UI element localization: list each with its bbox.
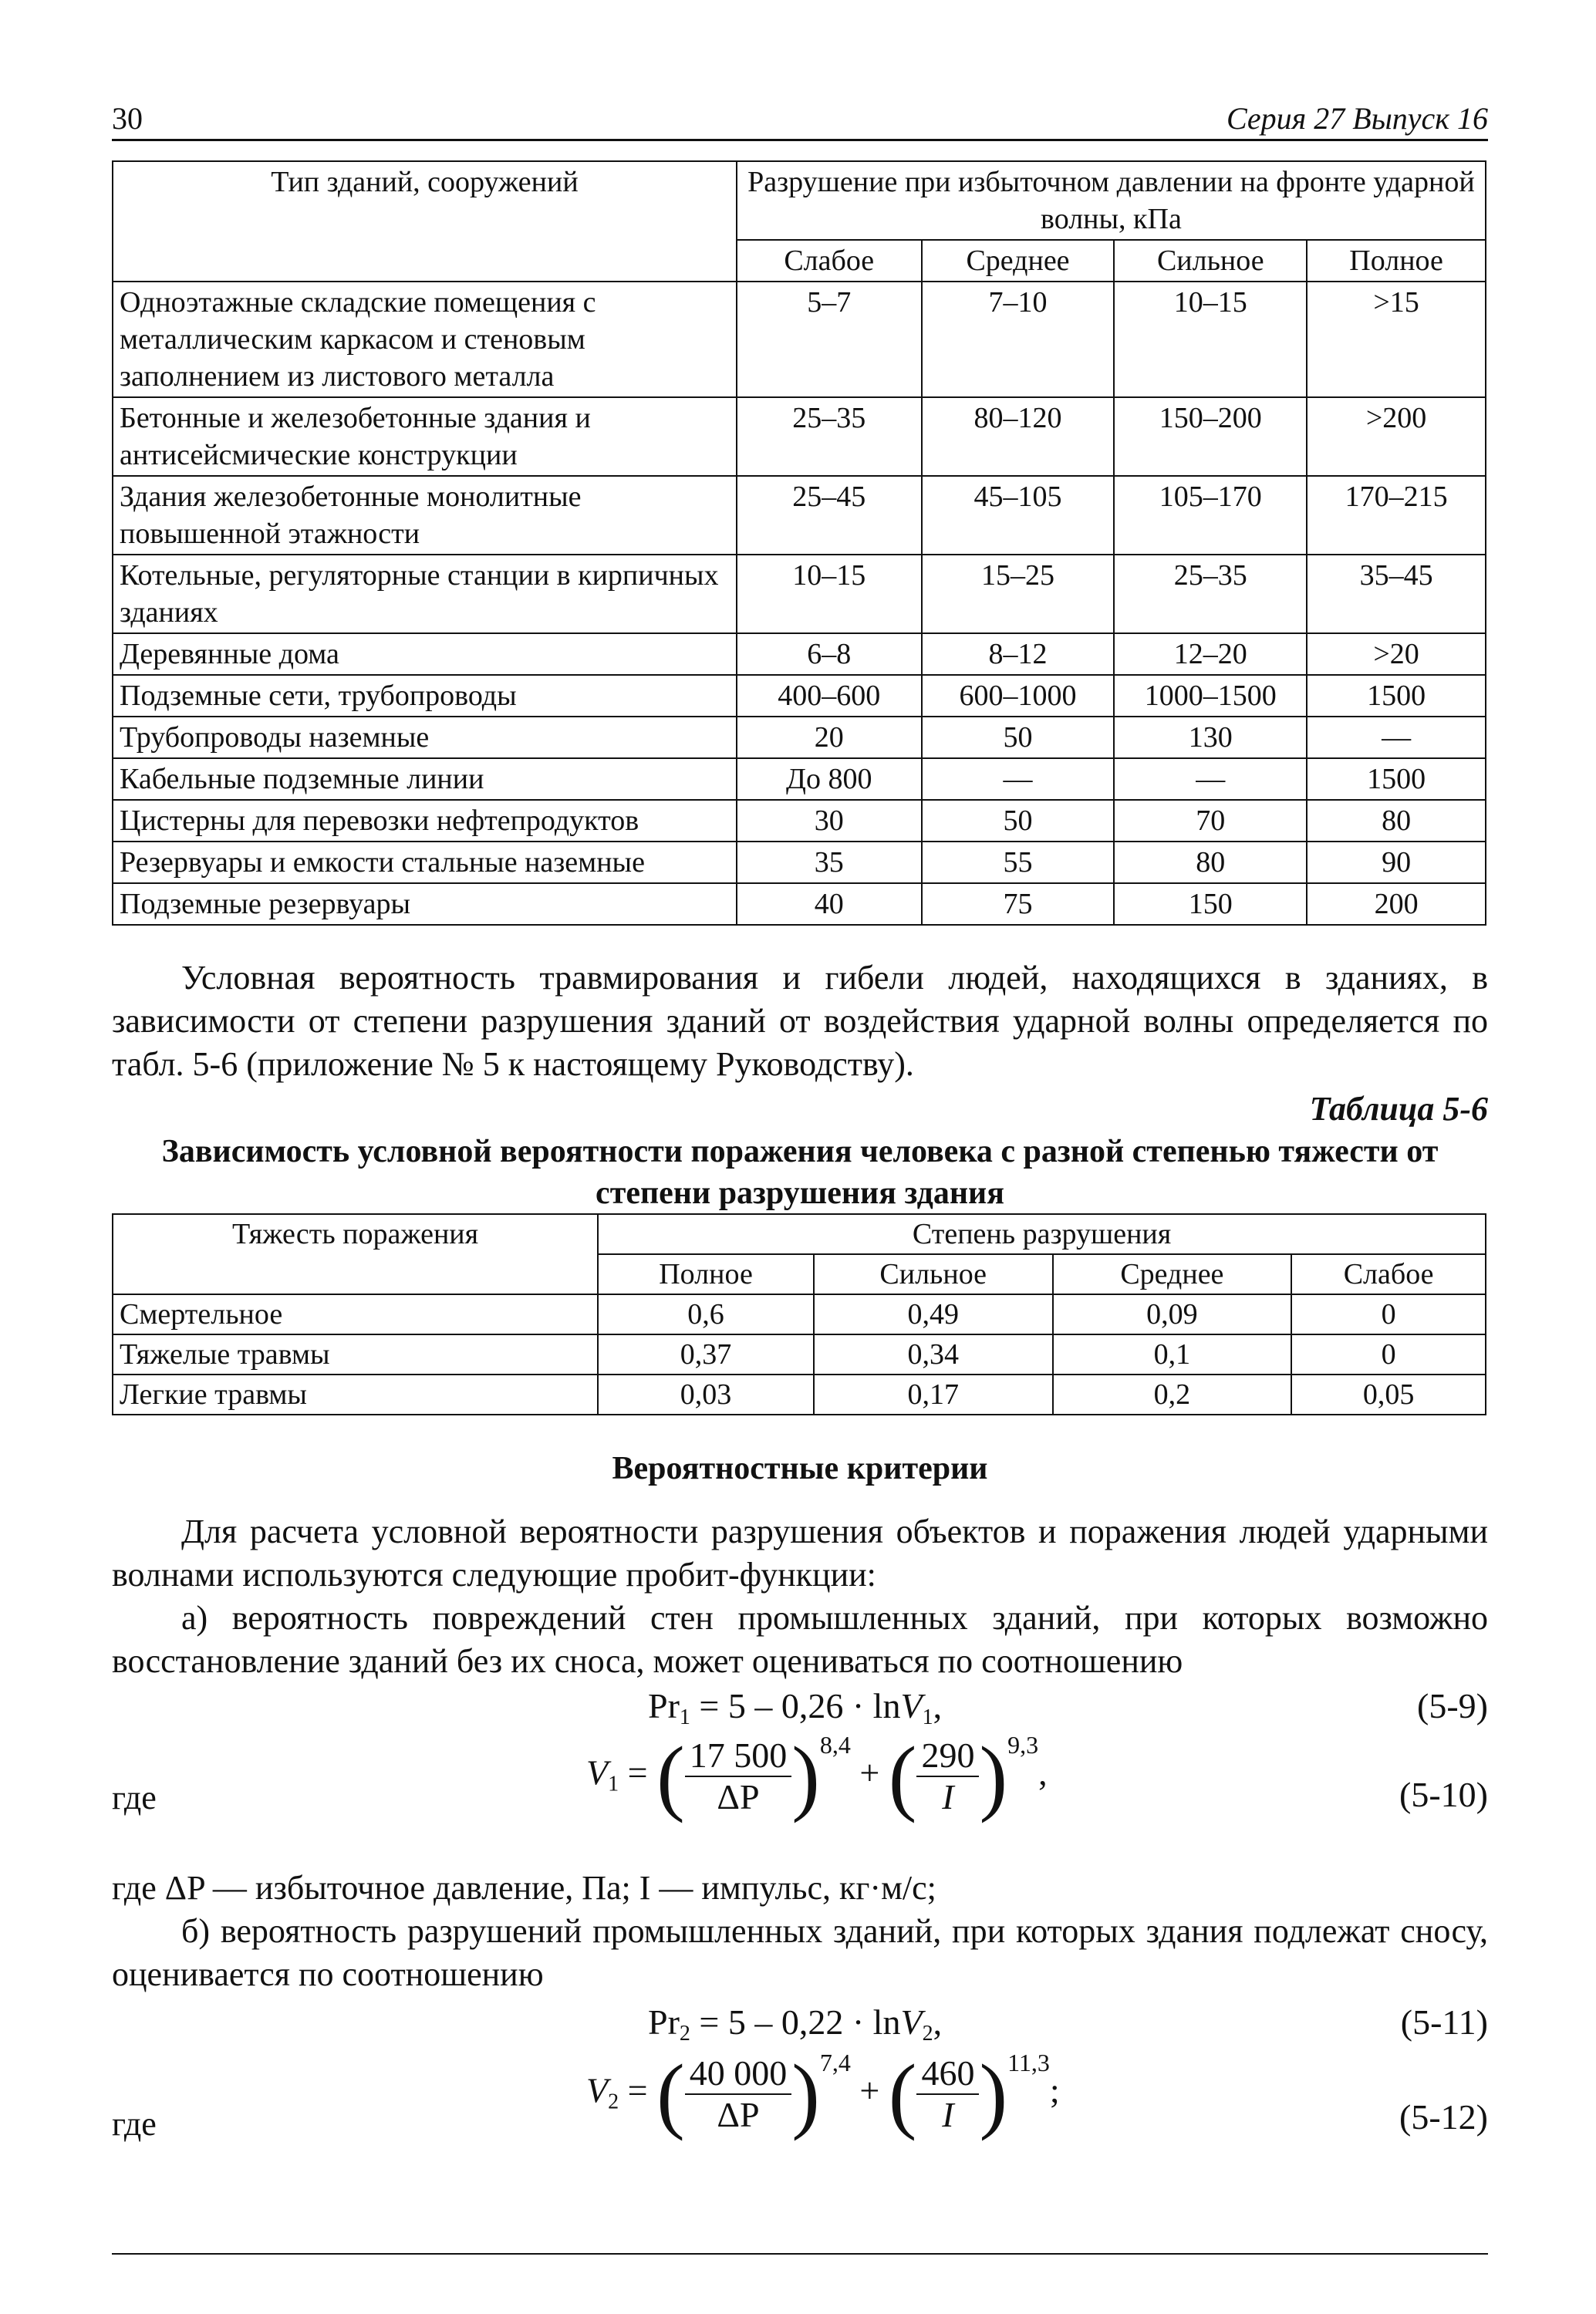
paragraph-probit-intro: Для расчета условной вероятности разрушения объектов и поражения людей ударными волнами используются следующие пробит-функции: — [112, 1513, 1488, 1594]
right-paren: ) — [791, 2047, 820, 2141]
row-label: Цистерны для перевозки нефтепродуктов — [113, 800, 737, 842]
column-header-level: Среднее — [1053, 1254, 1292, 1294]
table-cell: 55 — [922, 842, 1115, 883]
table-header-row — [113, 1214, 1486, 1254]
eq-plus: + — [859, 2070, 889, 2110]
equation-5-10 — [586, 1729, 1048, 1823]
paragraph-probability-intro: Условная вероятность травмирования и гибели людей, находящихся в зданиях, в зависимости от степени разрушения зданий от воздействия ударной волны определяется по табл. 5-6 (приложение № 5 к настоящему Руководству). — [112, 959, 1488, 1083]
eq-lhs: Pr — [648, 2002, 680, 2042]
table-cell: 0,2 — [1053, 1375, 1292, 1415]
column-header-level: Слабое — [737, 240, 922, 282]
column-header-level: Сильное — [814, 1254, 1053, 1294]
table-cell: 0,6 — [598, 1294, 814, 1334]
table-cell: 8–12 — [922, 633, 1115, 675]
table-cell: 90 — [1307, 842, 1486, 883]
eq-plus: + — [859, 1752, 889, 1793]
table-cell: 0,17 — [814, 1375, 1053, 1415]
table-reference: Таблица 5-6 — [1309, 1090, 1488, 1128]
column-header-level: Полное — [1307, 240, 1486, 282]
table-cell: 80–120 — [922, 397, 1115, 476]
table-cell: — — [922, 758, 1115, 800]
column-header-level: Полное — [598, 1254, 814, 1294]
exponent: 9,3 — [1007, 1731, 1039, 1759]
table-cell: — — [1114, 758, 1307, 800]
table-row — [113, 1294, 1486, 1334]
row-label: Бетонные и железобетонные здания и антисейсмические конструкции — [113, 397, 737, 476]
fraction — [916, 2053, 979, 2135]
eq-subscript: 1 — [679, 1705, 690, 1729]
row-label: Деревянные дома — [113, 633, 737, 675]
header-divider — [112, 139, 1488, 141]
denominator: I — [942, 2095, 954, 2134]
eq-variable: V — [900, 2002, 923, 2042]
exponent: 7,4 — [819, 2049, 851, 2076]
section-title: Вероятностные критерии — [612, 1451, 988, 1486]
left-paren: ( — [656, 1729, 685, 1823]
table-row — [113, 1334, 1486, 1375]
table-cell: 0,1 — [1053, 1334, 1292, 1375]
row-label: Кабельные подземные линии — [113, 758, 737, 800]
table-cell: До 800 — [737, 758, 922, 800]
column-header-severity: Тяжесть поражения — [113, 1214, 598, 1294]
table-cell: 20 — [737, 717, 922, 758]
table-cell: 80 — [1114, 842, 1307, 883]
table-cell: 200 — [1307, 883, 1486, 925]
table-cell: 0,49 — [814, 1294, 1053, 1334]
table-row — [113, 1375, 1486, 1415]
eq-variable-subscript: 1 — [922, 1705, 933, 1729]
fraction — [916, 1736, 979, 1817]
eq-variable-subscript: 1 — [608, 1772, 619, 1796]
table-row — [113, 555, 1486, 633]
numerator: 460 — [916, 2053, 979, 2095]
table-row — [113, 675, 1486, 717]
table-cell: 5–7 — [737, 282, 922, 397]
left-paren: ( — [656, 2047, 685, 2141]
row-label: Легкие травмы — [113, 1375, 598, 1415]
column-header-level: Среднее — [922, 240, 1115, 282]
numerator: 290 — [916, 1736, 979, 1777]
equation-5-11 — [648, 2002, 942, 2046]
right-paren: ) — [791, 1729, 820, 1823]
column-header-type: Тип зданий, сооружений — [113, 161, 737, 282]
eq-variable: V — [900, 1686, 923, 1725]
denominator: I — [942, 1777, 954, 1816]
eq-equals: = — [627, 2070, 657, 2110]
table-cell: 0,03 — [598, 1375, 814, 1415]
fraction — [685, 2053, 792, 2135]
row-label: Котельные, регуляторные станции в кирпичных зданиях — [113, 555, 737, 633]
right-paren: ) — [979, 1729, 1008, 1823]
equation-number: (5-9) — [1417, 1686, 1488, 1725]
table-row — [113, 282, 1486, 397]
table-cell: 35 — [737, 842, 922, 883]
table-cell: 25–45 — [737, 476, 922, 555]
where-label: где — [112, 1779, 157, 1816]
row-label: Смертельное — [113, 1294, 598, 1334]
table-cell: 0 — [1291, 1334, 1486, 1375]
equation-5-12 — [586, 2047, 1060, 2141]
table-title: Зависимость условной вероятности поражения человека с разной степенью тяжести от степени разрушения здания — [161, 1134, 1439, 1211]
table-cell: 10–15 — [1114, 282, 1307, 397]
equation-5-9 — [648, 1685, 942, 1730]
eq-rhs: = 5 – 0,26 · ln — [690, 1686, 901, 1725]
denominator: ΔP — [717, 2095, 760, 2134]
table-cell: 75 — [922, 883, 1115, 925]
table-cell: 15–25 — [922, 555, 1115, 633]
page-header — [112, 100, 1488, 139]
paragraph-variables: где ΔP — избыточное давление, Па; I — импульс, кг·м/с; — [112, 1869, 936, 1907]
eq-tail: , — [933, 1686, 943, 1725]
table-cell: 80 — [1307, 800, 1486, 842]
table-row — [113, 717, 1486, 758]
column-header-level: Слабое — [1291, 1254, 1486, 1294]
row-label: Трубопроводы наземные — [113, 717, 737, 758]
table-header-row — [113, 161, 1486, 240]
table-cell: 600–1000 — [922, 675, 1115, 717]
table-row — [113, 633, 1486, 675]
eq-rhs: = 5 – 0,22 · ln — [690, 2002, 901, 2042]
table-cell: >200 — [1307, 397, 1486, 476]
row-label: Тяжелые травмы — [113, 1334, 598, 1375]
numerator: 17 500 — [685, 1736, 792, 1777]
table-cell: 0,37 — [598, 1334, 814, 1375]
table-cell: 400–600 — [737, 675, 922, 717]
table-cell: 40 — [737, 883, 922, 925]
table-cell: 1500 — [1307, 675, 1486, 717]
denominator: ΔP — [717, 1777, 760, 1816]
paragraph-case-a: а) вероятность повреждений стен промышленных зданий, при которых возможно восстановление зданий без их сноса, может оцениваться по соотношению — [112, 1599, 1488, 1680]
table-cell: 105–170 — [1114, 476, 1307, 555]
eq-tail: , — [933, 2002, 943, 2042]
paragraph-case-b: б) вероятность разрушений промышленных зданий, при которых здания подлежат сносу, оценивается по соотношению — [112, 1912, 1488, 1993]
row-label: Подземные резервуары — [113, 883, 737, 925]
table-cell: 170–215 — [1307, 476, 1486, 555]
eq-subscript: 2 — [679, 2022, 690, 2046]
table-row — [113, 883, 1486, 925]
left-paren: ( — [888, 1729, 917, 1823]
table-cell: 1500 — [1307, 758, 1486, 800]
column-header-destruction: Разрушение при избыточном давлении на фронте ударной волны, кПа — [737, 161, 1486, 240]
table-cell: 50 — [922, 717, 1115, 758]
equation-number: (5-12) — [1399, 2097, 1488, 2137]
fraction — [685, 1736, 792, 1817]
table-row — [113, 842, 1486, 883]
series-label: Серия 27 Выпуск 16 — [1226, 101, 1488, 136]
eq-tail: ; — [1049, 2070, 1060, 2110]
table-cell: 7–10 — [922, 282, 1115, 397]
row-label: Одноэтажные складские помещения с металлическим каркасом и стеновым заполнением из листового металла — [113, 282, 737, 397]
table-cell: 130 — [1114, 717, 1307, 758]
where-label: где — [112, 2105, 157, 2143]
row-label: Подземные сети, трубопроводы — [113, 675, 737, 717]
column-header-level: Сильное — [1114, 240, 1307, 282]
footer-divider — [112, 2253, 1488, 2255]
table-cell: 25–35 — [1114, 555, 1307, 633]
table-cell: 150–200 — [1114, 397, 1307, 476]
row-label: Резервуары и емкости стальные наземные — [113, 842, 737, 883]
table-row — [113, 800, 1486, 842]
table-row — [113, 476, 1486, 555]
table-cell: 0,09 — [1053, 1294, 1292, 1334]
table-cell: 0,34 — [814, 1334, 1053, 1375]
numerator: 40 000 — [685, 2053, 792, 2095]
table-cell: 0,05 — [1291, 1375, 1486, 1415]
equation-number: (5-11) — [1400, 2002, 1488, 2042]
row-label: Здания железобетонные монолитные повышенной этажности — [113, 476, 737, 555]
eq-lhs: Pr — [648, 1686, 680, 1725]
eq-variable-subscript: 2 — [608, 2090, 619, 2114]
table-cell: — — [1307, 717, 1486, 758]
eq-tail: , — [1038, 1752, 1048, 1793]
eq-equals: = — [627, 1752, 657, 1793]
table-cell: 50 — [922, 800, 1115, 842]
table-cell: >15 — [1307, 282, 1486, 397]
exponent: 11,3 — [1007, 2049, 1050, 2076]
table-cell: 10–15 — [737, 555, 922, 633]
table-cell: 6–8 — [737, 633, 922, 675]
right-paren: ) — [979, 2047, 1008, 2141]
table-cell: 25–35 — [737, 397, 922, 476]
table-cell: 150 — [1114, 883, 1307, 925]
left-paren: ( — [888, 2047, 917, 2141]
page-number: 30 — [112, 101, 143, 136]
eq-variable: V — [586, 1752, 609, 1793]
table-cell: >20 — [1307, 633, 1486, 675]
table-cell: 45–105 — [922, 476, 1115, 555]
table-cell: 70 — [1114, 800, 1307, 842]
table-cell: 12–20 — [1114, 633, 1307, 675]
table-cell: 1000–1500 — [1114, 675, 1307, 717]
injury-probability-table — [112, 1213, 1486, 1415]
table-row — [113, 397, 1486, 476]
equation-number: (5-10) — [1399, 1775, 1488, 1814]
table-cell: 35–45 — [1307, 555, 1486, 633]
eq-variable-subscript: 2 — [922, 2022, 933, 2046]
table-cell: 30 — [737, 800, 922, 842]
table-row — [113, 758, 1486, 800]
column-header-degree: Степень разрушения — [598, 1214, 1486, 1254]
table-cell: 0 — [1291, 1294, 1486, 1334]
eq-variable: V — [586, 2070, 609, 2110]
exponent: 8,4 — [819, 1731, 851, 1759]
destruction-pressure-table — [112, 160, 1486, 926]
